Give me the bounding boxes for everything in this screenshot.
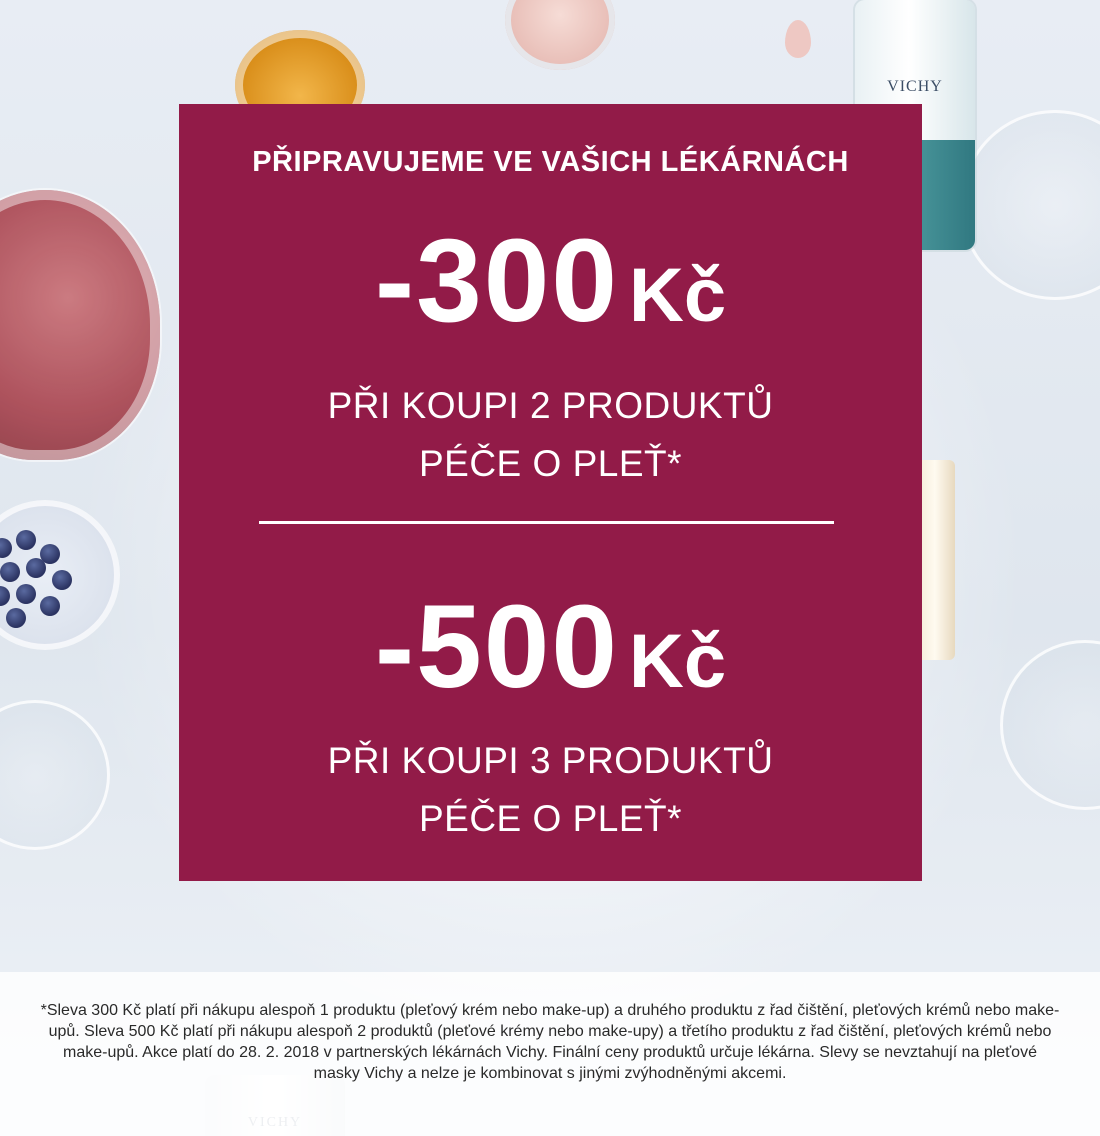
glass-dish-image <box>960 110 1100 300</box>
glass-dish-image <box>0 700 110 850</box>
divider <box>259 521 834 524</box>
blueberry-dish-image <box>0 500 120 650</box>
brand-logo: VICHY <box>887 78 943 95</box>
condition-line: PÉČE O PLEŤ* <box>418 443 683 484</box>
cream-jar-image <box>505 0 615 70</box>
condition-line: PŘI KOUPI 2 PRODUKTŮ <box>327 385 774 426</box>
discount-condition <box>179 732 922 848</box>
promo-panel <box>179 104 922 881</box>
red-liquid-flask-image <box>0 190 160 460</box>
discount-amount <box>179 215 922 347</box>
glass-dish-image <box>1000 640 1100 810</box>
discount-value: -500 <box>374 581 620 713</box>
condition-line: PŘI KOUPI 3 PRODUKTŮ <box>327 740 774 781</box>
discount-value: -300 <box>374 215 620 347</box>
promo-headline: PŘIPRAVUJEME VE VAŠICH LÉKÁRNÁCH <box>252 146 849 178</box>
discount-currency: Kč <box>629 253 727 338</box>
cream-drop-image <box>785 20 811 58</box>
condition-line: PÉČE O PLEŤ* <box>418 798 683 839</box>
disclaimer-footer <box>0 972 1100 1136</box>
disclaimer-text: *Sleva 300 Kč platí při nákupu alespoň 1 produktu (pleťový krém nebo make-up) a druhého produktu z řad čištění, pleťových krémů nebo make-upů. Sleva 500 Kč platí při nákupu alespoň 2 produktů (pleťové krémy nebo make-upy) a třetího produktu z řad čištění, pleťových krémů nebo make-upů. Akce platí do 28. 2. 2018 v partnerských lékárnách Vichy. Finální ceny produktů určuje lékárna. Slevy se nevztahují na pleťové masky Vichy a nelze je kombinovat s jinými zvýhodněnými akcemi. <box>40 1002 1060 1082</box>
discount-condition <box>179 377 922 493</box>
discount-amount <box>179 581 922 713</box>
discount-currency: Kč <box>629 619 727 704</box>
